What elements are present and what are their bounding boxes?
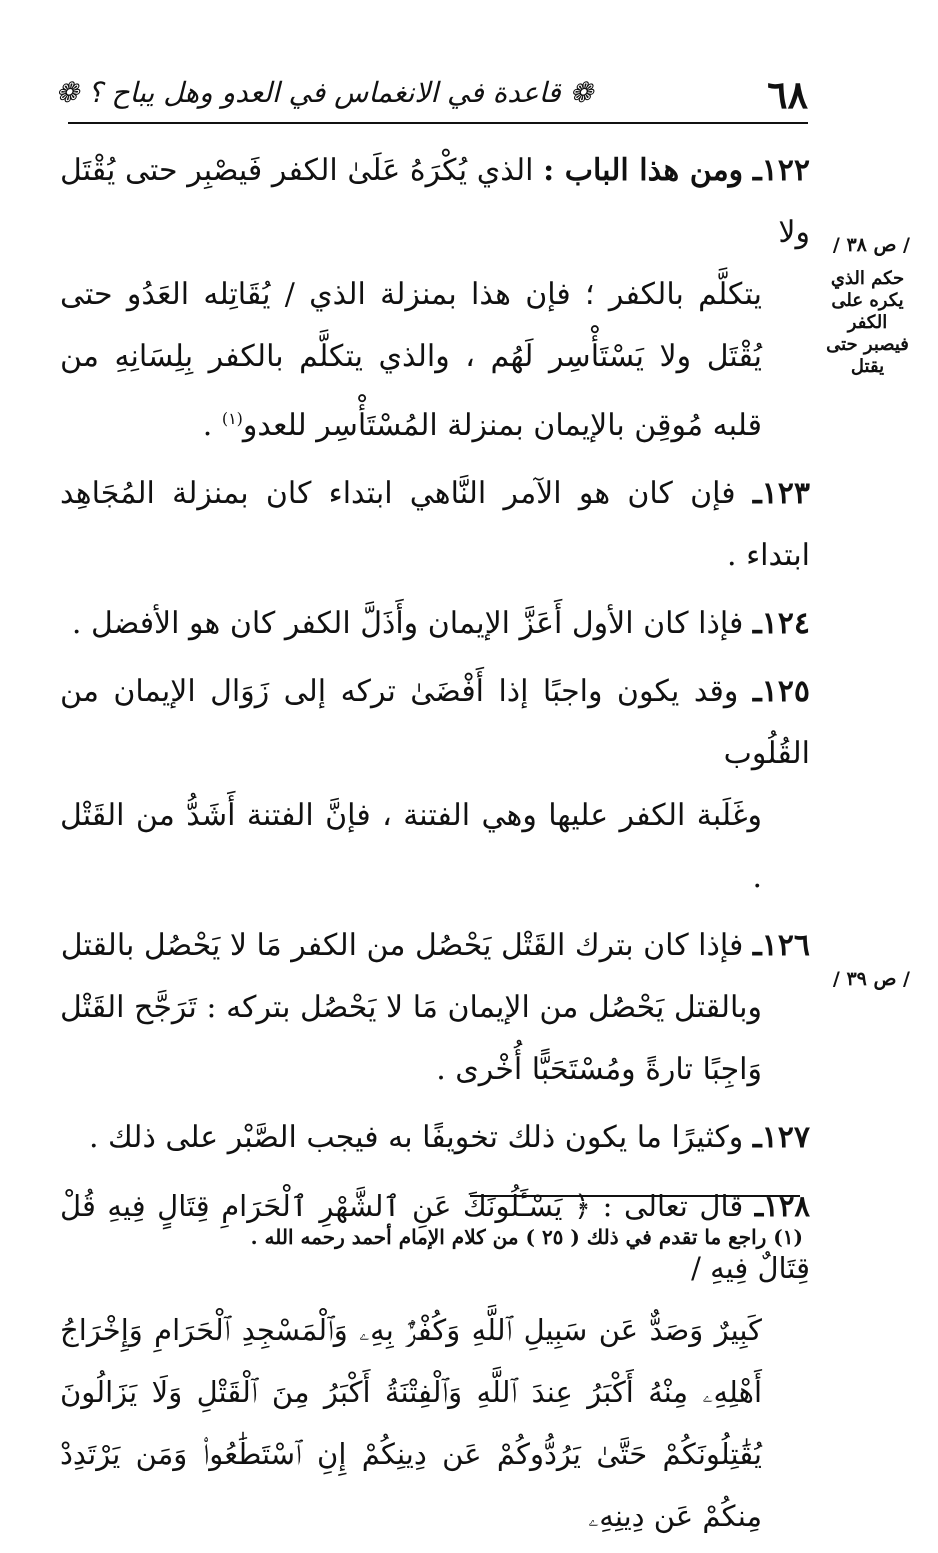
paragraph-end: .	[202, 408, 222, 443]
paragraph-first-line	[60, 463, 810, 587]
paragraph-first-line	[60, 915, 810, 977]
paragraph-127	[60, 1107, 810, 1169]
paragraph-126	[60, 915, 810, 1101]
paragraph-number: ١٢٨ـ	[754, 1189, 811, 1223]
margin-heading: حكم الذي يكره على الكفر فيصبر حتى يقتل	[826, 268, 909, 377]
paragraph-first-line	[60, 593, 810, 655]
quran-verse: قال تعالى : ﴿ يَسْـَٔلُونَكَ عَنِ ٱلشَّهْرِ ٱلْحَرَامِ قِتَالٍ فِيهِ قُلْ قِتَالٌ فِيهِ /	[60, 1189, 810, 1285]
paragraph-lead: ومن هذا الباب :	[543, 153, 744, 188]
paragraph-text-cont: يتكلَّم بالكفر ؛ فإن هذا بمنزلة الذي / يُقَاتِله العَدُو حتى يُقْتَل ولا يَسْتَأْسِر لَهُم ، والذي يتكلَّم بالكفر بِلِسَانِهِ من قلبه مُوقِن بالإيمان بمنزلة المُسْتَأْسِر للعدو	[60, 277, 762, 443]
main-text	[60, 140, 810, 1553]
paragraph-text: فإذا كان الأول أَعَزَّ الإيمان وأَذَلَّ الكفر كان هو الأفضل .	[71, 606, 744, 641]
paragraph-continuation	[60, 264, 810, 457]
paragraph-text: وقد يكون واجبًا إذا أَفْضَىٰ تركه إلى زَوَال الإيمان من القُلُوب	[60, 674, 810, 771]
paragraph-123	[60, 463, 810, 587]
running-title: ❁ قاعدة في الانغماس في العدو وهل يباح ؟ ❁	[55, 76, 593, 109]
paragraph-125	[60, 661, 810, 909]
margin-page-ref-39: / ص ٣٩ /	[832, 968, 910, 990]
quran-verse-continuation: كَبِيرٌ وَصَدٌّ عَن سَبِيلِ ٱللَّهِ وَكُفْرٌۢ بِهِۦ وَٱلْمَسْجِدِ ٱلْحَرَامِ وَإِخْرَاجُ أَهْلِهِۦ مِنْهُ أَكْبَرُ عِندَ ٱللَّهِ وَٱلْفِتْنَةُ أَكْبَرُ مِنَ ٱلْقَتْلِ وَلَا يَزَالُونَ يُقَٰتِلُونَكُمْ حَتَّىٰ يَرُدُّوكُمْ عَن دِينِكُمْ إِنِ ٱسْتَطَٰعُوا۟ وَمَن يَرْتَدِدْ مِنكُمْ عَن دِينِهِۦ	[60, 1313, 762, 1533]
paragraph-number: ١٢٦ـ	[752, 928, 810, 963]
paragraph-text: الذي يُكْرَهُ عَلَىٰ الكفر فَيصْبِر حتى يُقْتَل ولا	[60, 153, 810, 250]
footnote-marker: (١)	[221, 409, 243, 428]
footnote-rule	[470, 1195, 800, 1197]
paragraph-continuation: وبالقتل يَحْصُل من الإيمان مَا لا يَحْصُل بتركه : تَرَجَّح القَتْل وَاجِبًا تارةً ومُسْتَحَبًّا أُخْرى .	[60, 990, 762, 1087]
margin-page-ref-38: / ص ٣٨ /	[832, 234, 910, 256]
paragraph-122	[60, 140, 810, 457]
footnote: (١) راجع ما تقدم في ذلك ( ٢٥ ) من كلام الإمام أحمد رحمه الله .	[250, 1225, 803, 1249]
paragraph-number: ١٢٣ـ	[752, 476, 810, 511]
paragraph-text: فإن كان هو الآمر النَّاهي ابتداء كان بمنزلة المُجَاهِد ابتداء .	[60, 476, 810, 573]
paragraph-number: ١٢٤ـ	[752, 606, 810, 641]
paragraph-number: ١٢٧ـ	[752, 1120, 810, 1155]
paragraph-number: ١٢٥ـ	[752, 674, 810, 709]
paragraph-first-line	[60, 1107, 810, 1169]
paragraph-continuation: وغَلَبة الكفر عليها وهي الفتنة ، فإنَّ الفتنة أَشَدُّ من القَتْل .	[60, 798, 763, 895]
paragraph-text: وكثيرًا ما يكون ذلك تخويفًا به فيجب الصَّبْر على ذلك .	[88, 1120, 744, 1155]
page-number: ٦٨	[767, 72, 808, 117]
header-rule	[68, 122, 808, 124]
paragraph-first-line	[60, 140, 810, 264]
page-header	[55, 70, 808, 120]
paragraph-number: ١٢٢ـ	[752, 153, 810, 188]
paragraph-124	[60, 593, 810, 655]
paragraph-first-line	[60, 661, 810, 785]
paragraph-text: فإذا كان بترك القَتْل يَحْصُل من الكفر مَا لا يَحْصُل بالقتل	[60, 928, 744, 963]
